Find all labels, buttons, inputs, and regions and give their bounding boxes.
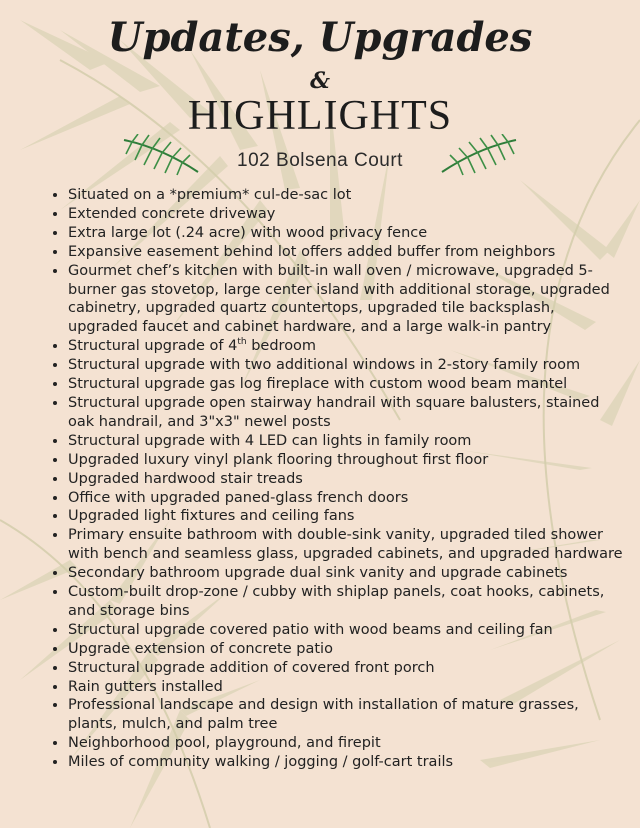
feature-item: • Primary ensuite bathroom with double-sink vanity, upgraded tiled shower with bench and seamless glass, upgraded cabinets, and upgraded hardware: [68, 526, 628, 564]
header: [0, 0, 640, 190]
feature-item: • Extended concrete driveway: [68, 205, 628, 224]
feature-text: Structural upgrade of 4: [68, 338, 238, 355]
feature-item: • Structural upgrade covered patio with wood beams and ceiling fan: [68, 621, 628, 640]
feature-item: [68, 337, 628, 356]
feature-item: • Structural upgrade with two additional windows in 2-story family room: [68, 356, 628, 375]
feature-item: • Neighborhood pool, playground, and firepit: [68, 734, 628, 753]
feature-text: bedroom: [246, 338, 317, 355]
page-title: HIGHLIGHTS: [187, 93, 453, 139]
feature-item: • Structural upgrade addition of covered front porch: [68, 659, 628, 678]
feature-item: • Upgraded light fixtures and ceiling fans: [68, 507, 628, 526]
feature-item: • Situated on a *premium* cul-de-sac lot: [68, 186, 628, 205]
feature-item: • Rain gutters installed: [68, 678, 628, 697]
feature-item: • Upgraded hardwood stair treads: [68, 470, 628, 489]
feature-list: [48, 186, 628, 772]
property-address: 102 Bolsena Court: [237, 150, 403, 171]
feature-item: • Upgrade extension of concrete patio: [68, 640, 628, 659]
feature-item: • Miles of community walking / jogging / golf-cart trails: [68, 753, 628, 772]
feature-item: • Upgraded luxury vinyl plank flooring throughout first floor: [68, 451, 628, 470]
feature-item: • Structural upgrade with 4 LED can lights in family room: [68, 432, 628, 451]
feature-item: • Structural upgrade open stairway handrail with square balusters, stained oak handrail, and 3"x3" newel posts: [68, 394, 628, 432]
palm-frond-right-icon: [440, 134, 518, 176]
feature-item: • Gourmet chef’s kitchen with built-in wall oven / microwave, upgraded 5-burner gas stovetop, large center island with additional storage, upgraded cabinetry, upgraded quartz countertops, upgraded tile backsplash, upgraded faucet and cabinet hardware, and a large walk-in pantry: [68, 262, 628, 338]
feature-item: • Structural upgrade gas log fireplace with custom wood beam mantel: [68, 375, 628, 394]
page-title-script: Updates, Upgrades: [107, 14, 533, 61]
feature-item: • Professional landscape and design with installation of mature grasses, plants, mulch, and palm tree: [68, 696, 628, 734]
ordinal-suffix: th: [237, 337, 247, 348]
feature-item: • Expansive easement behind lot offers added buffer from neighbors: [68, 243, 628, 262]
feature-item: • Office with upgraded paned-glass french doors: [68, 489, 628, 508]
title-ampersand: &: [310, 68, 330, 94]
feature-item: • Custom-built drop-zone / cubby with shiplap panels, coat hooks, cabinets, and storage bins: [68, 583, 628, 621]
feature-item: • Extra large lot (.24 acre) with wood privacy fence: [68, 224, 628, 243]
feature-item: • Secondary bathroom upgrade dual sink vanity and upgrade cabinets: [68, 564, 628, 583]
